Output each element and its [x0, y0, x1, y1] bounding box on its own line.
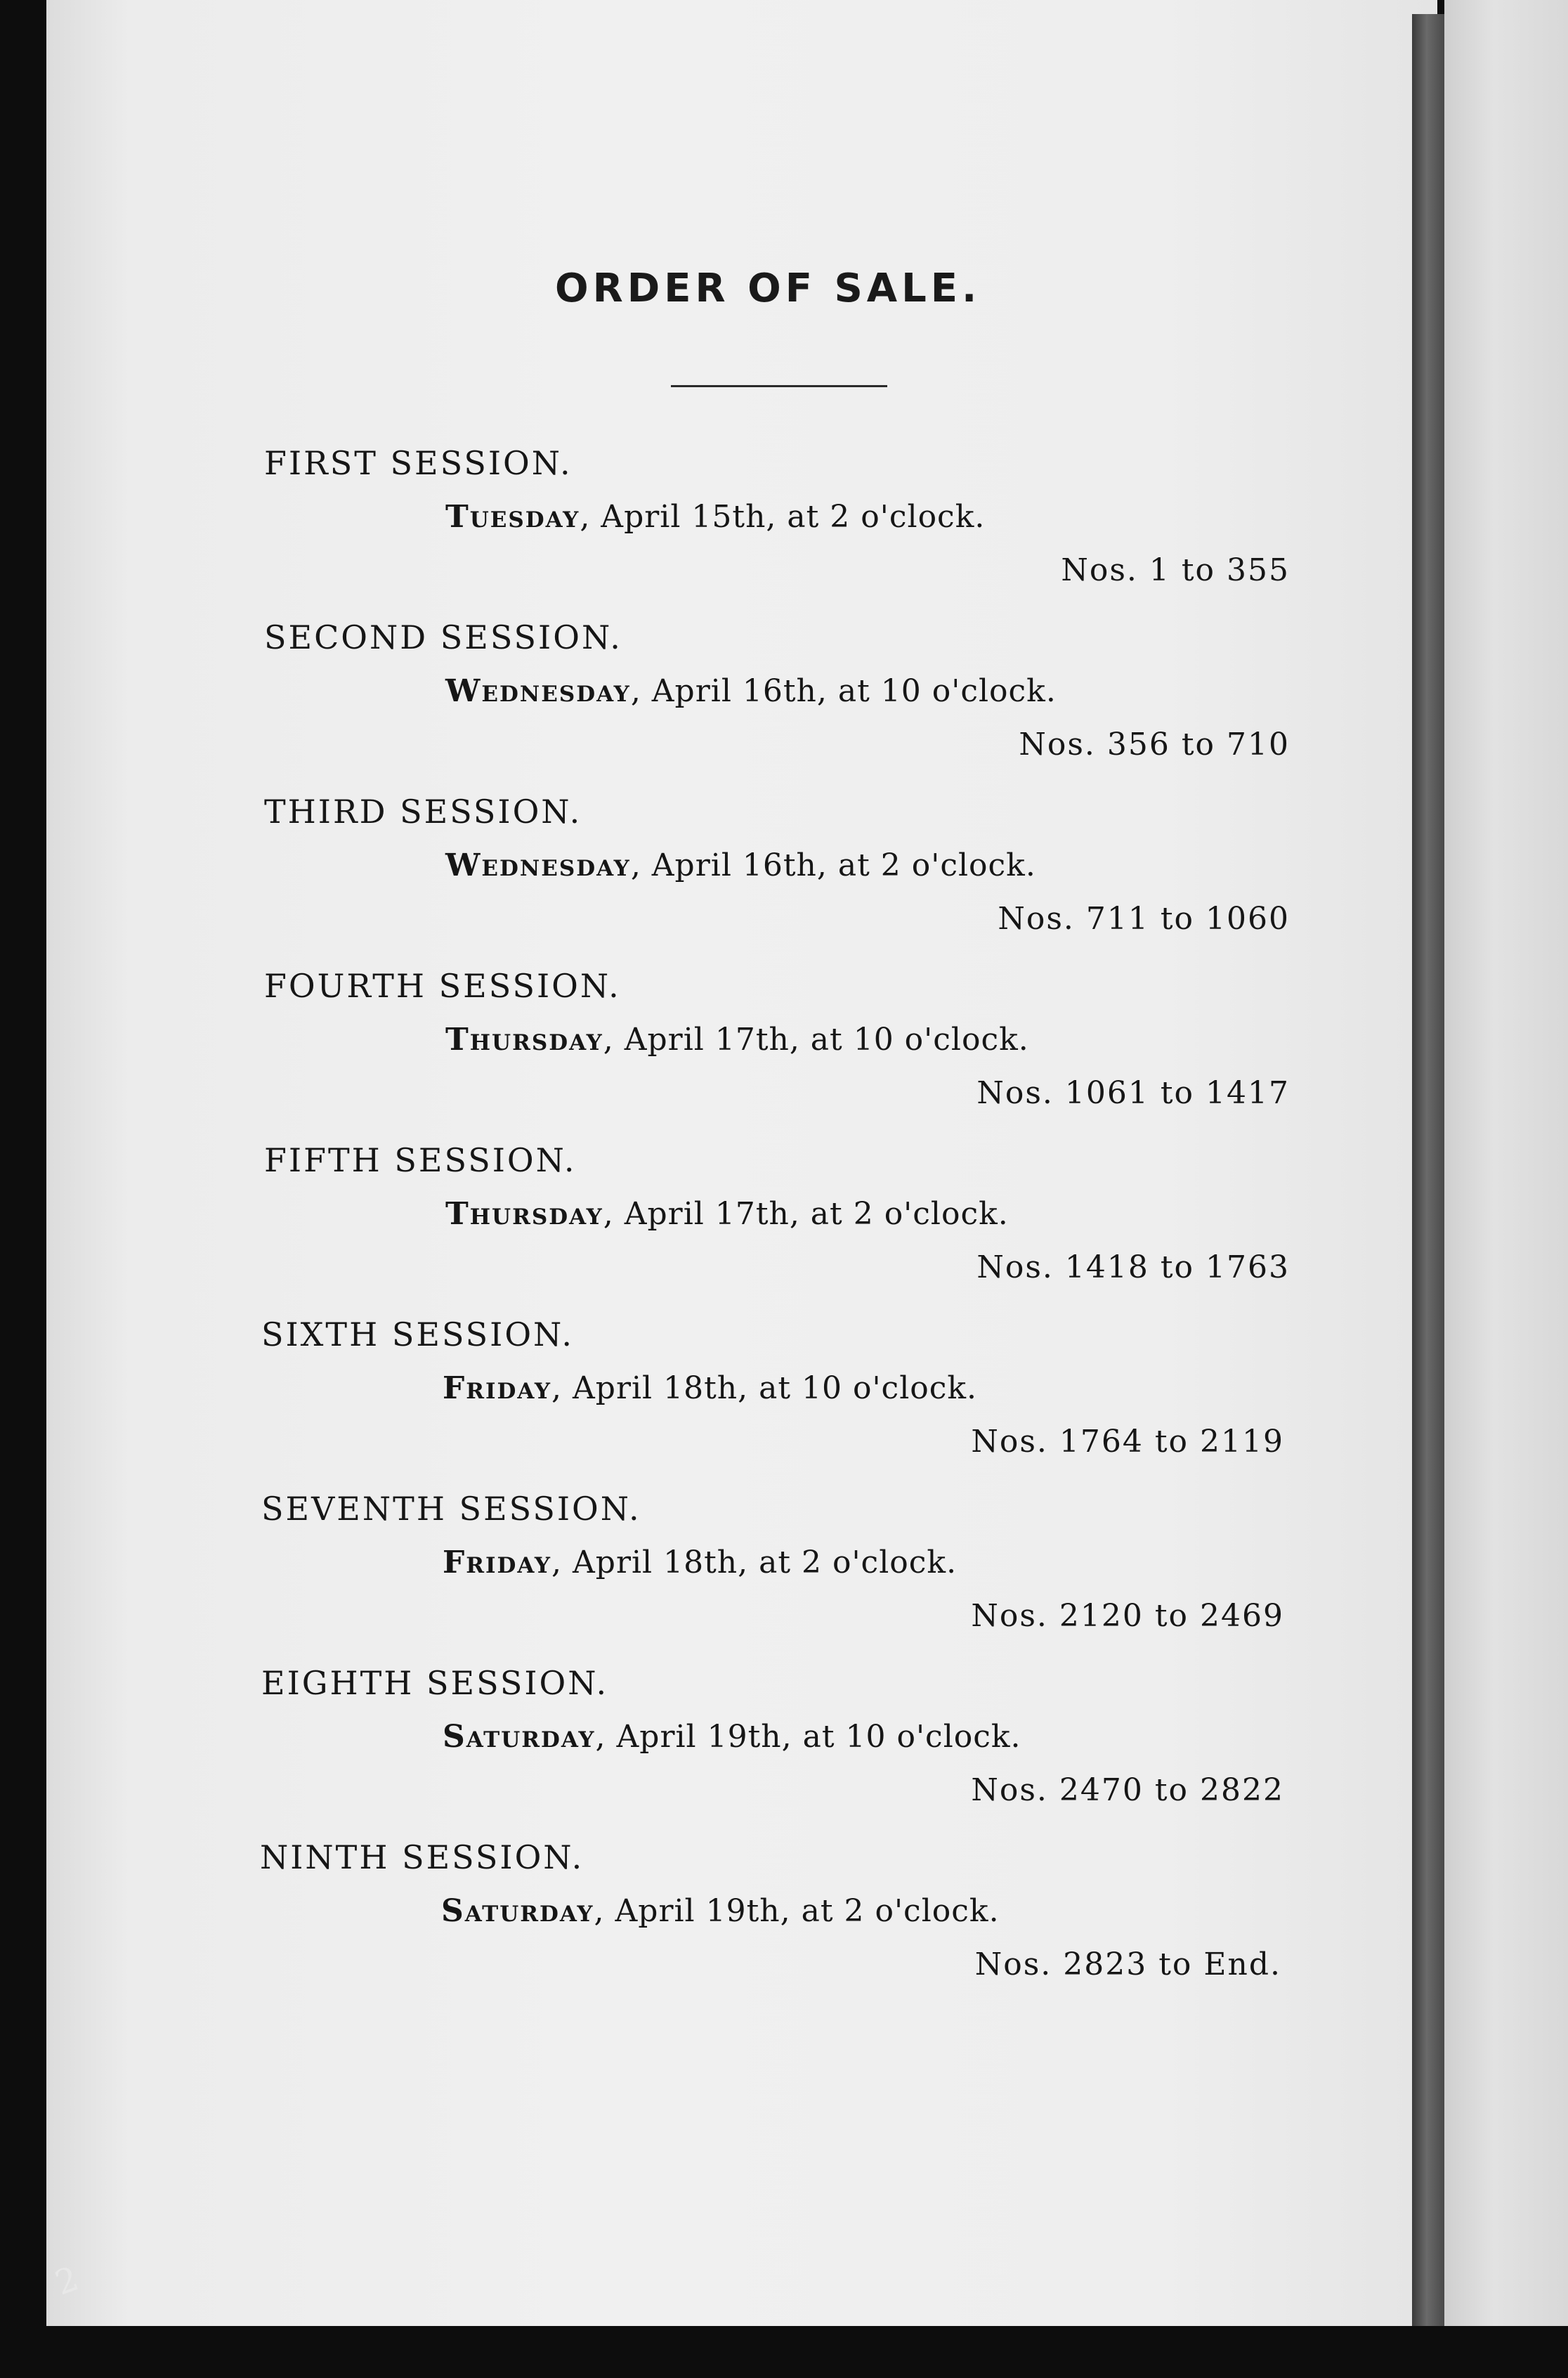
session-time: , April 18th, at 10 o'clock. — [551, 1370, 978, 1406]
session-entry — [264, 967, 1290, 1143]
session-lot-range: Nos. 1 to 355 — [1061, 552, 1290, 588]
title-divider — [671, 385, 887, 387]
session-weekday: Tuesday — [445, 499, 580, 535]
page-number: 2 — [50, 2259, 84, 2304]
session-time: , April 15th, at 2 o'clock. — [580, 499, 986, 535]
session-entry — [264, 793, 1290, 968]
session-heading: SEVENTH SESSION. — [261, 1490, 641, 1528]
session-weekday: Thursday — [445, 1196, 603, 1232]
session-heading: SECOND SESSION. — [264, 618, 622, 656]
session-lot-range: Nos. 1764 to 2119 — [971, 1424, 1284, 1460]
session-entry — [261, 1490, 1287, 1665]
session-weekday: Wednesday — [445, 673, 631, 709]
session-time: , April 17th, at 10 o'clock. — [603, 1022, 1029, 1058]
session-date — [443, 1545, 957, 1580]
session-time: , April 19th, at 10 o'clock. — [595, 1719, 1021, 1755]
session-time: , April 17th, at 2 o'clock. — [603, 1196, 1009, 1232]
session-weekday: Wednesday — [445, 847, 631, 883]
session-date — [445, 1196, 1009, 1232]
session-time: , April 19th, at 2 o'clock. — [594, 1893, 1000, 1929]
session-date — [445, 847, 1036, 883]
session-entry — [260, 1838, 1286, 2014]
session-heading: FIRST SESSION. — [264, 444, 573, 482]
session-lot-range: Nos. 1418 to 1763 — [976, 1249, 1290, 1285]
session-entry — [261, 1664, 1287, 1840]
session-entry — [264, 618, 1290, 794]
session-date — [445, 499, 985, 535]
session-heading: SIXTH SESSION. — [261, 1315, 574, 1353]
session-entry — [264, 1141, 1290, 1317]
session-time: , April 16th, at 10 o'clock. — [630, 673, 1057, 709]
session-weekday: Thursday — [445, 1022, 603, 1058]
session-entry — [264, 444, 1290, 620]
session-date — [441, 1893, 1000, 1929]
session-lot-range: Nos. 2470 to 2822 — [971, 1772, 1284, 1808]
session-heading: FIFTH SESSION. — [264, 1141, 577, 1179]
session-lot-range: Nos. 711 to 1060 — [998, 901, 1290, 937]
session-date — [443, 1370, 977, 1406]
scan-border-bottom — [0, 2326, 1568, 2378]
session-date — [443, 1719, 1021, 1755]
page-title: ORDER OF SALE. — [555, 266, 981, 311]
facing-page-edge — [1444, 0, 1568, 2378]
session-weekday: Friday — [443, 1370, 552, 1406]
session-time: , April 16th, at 2 o'clock. — [630, 847, 1036, 883]
session-lot-range: Nos. 356 to 710 — [1019, 727, 1290, 762]
session-lot-range: Nos. 2120 to 2469 — [971, 1598, 1284, 1634]
session-heading: THIRD SESSION. — [264, 793, 582, 831]
session-date — [445, 1022, 1029, 1058]
session-weekday: Saturday — [441, 1893, 594, 1929]
session-lot-range: Nos. 2823 to End. — [974, 1947, 1281, 1982]
session-weekday: Saturday — [443, 1719, 596, 1755]
session-heading: FOURTH SESSION. — [264, 967, 621, 1005]
session-entry — [261, 1315, 1287, 1491]
session-heading: EIGHTH SESSION. — [261, 1664, 609, 1702]
session-date — [445, 673, 1057, 709]
session-time: , April 18th, at 2 o'clock. — [551, 1545, 958, 1580]
book-spine — [1412, 14, 1444, 2326]
session-weekday: Friday — [443, 1545, 552, 1580]
scan-border-left — [0, 0, 46, 2378]
session-heading: NINTH SESSION. — [260, 1838, 584, 1876]
session-lot-range: Nos. 1061 to 1417 — [976, 1075, 1290, 1111]
